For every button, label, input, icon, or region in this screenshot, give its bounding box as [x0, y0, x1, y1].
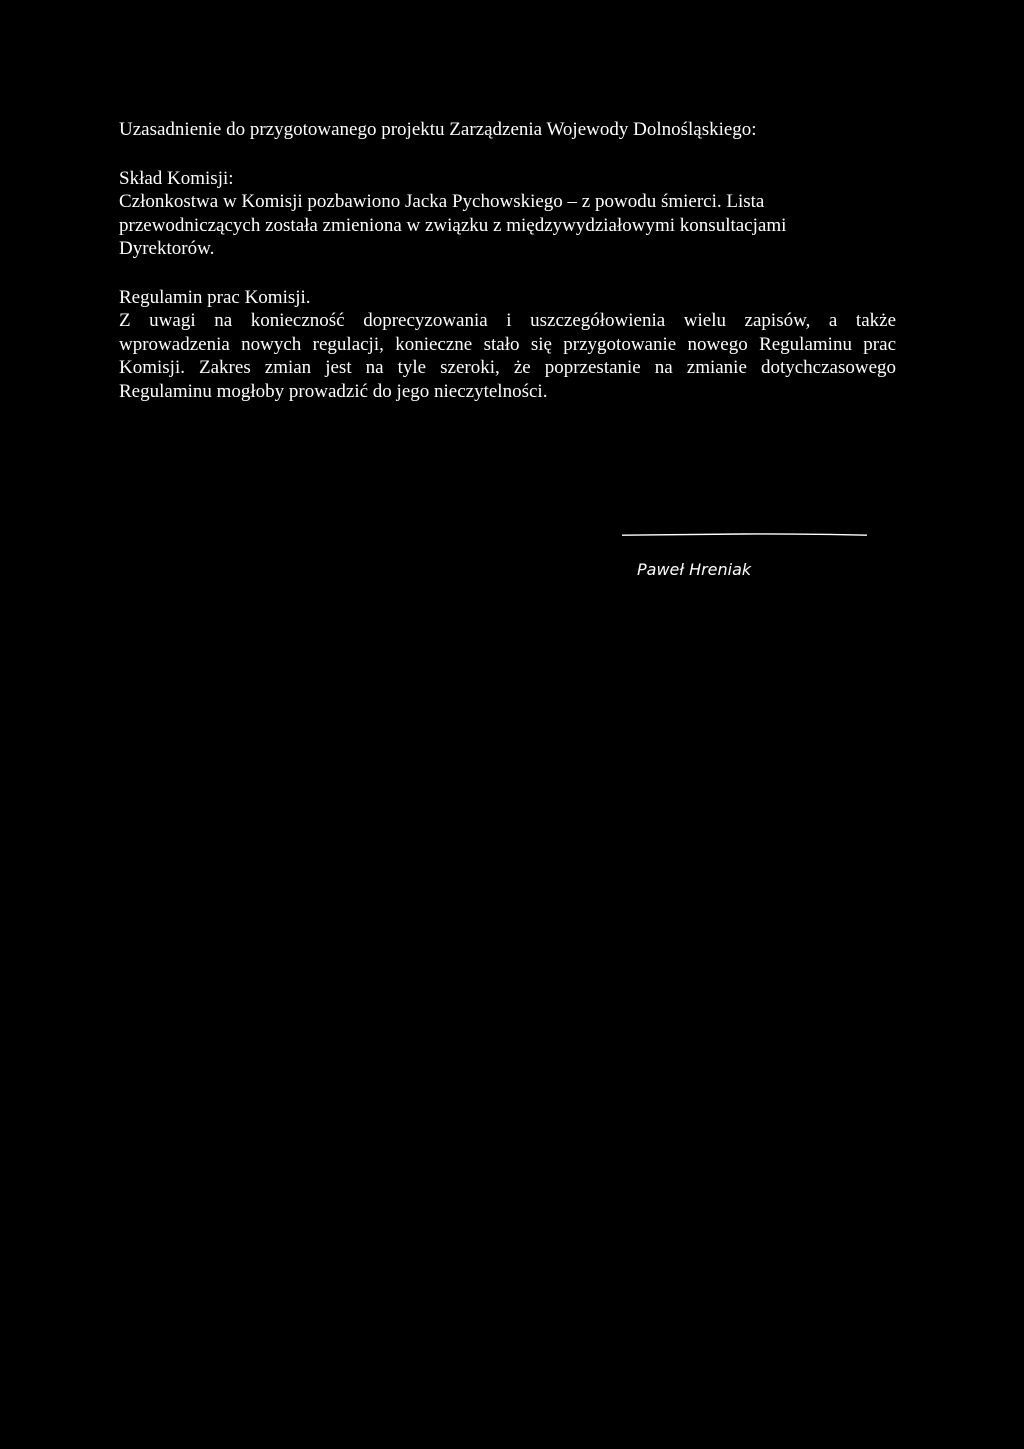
paragraph-line: wprowadzenia nowych regulacji, konieczne stało się przygotowanie nowego Regulaminu prac — [119, 333, 896, 355]
paragraph-line: przewodniczących została zmieniona w związku z międzywydziałowymi konsultacjami — [119, 214, 787, 236]
paragraph-line: Członkostwa w Komisji pozbawiono Jacka Pychowskiego – z powodu śmierci. Lista — [119, 191, 765, 212]
section-regulations — [119, 286, 896, 404]
section-composition — [119, 167, 896, 261]
signature-block — [617, 527, 867, 597]
paragraph-line: Dyrektorów. — [119, 238, 215, 259]
paragraph-composition — [119, 190, 896, 261]
signature-name: Paweł Hreniak — [637, 560, 752, 579]
paragraph-line: Regulaminu mogłoby prowadzić do jego nieczytelności. — [119, 380, 548, 402]
section-title-composition: Skład Komisji: — [119, 167, 234, 189]
paragraph-line: Z uwagi na konieczność doprecyzowania i uszczegółowienia wielu zapisów, a także — [119, 310, 896, 331]
paragraph-regulations — [119, 309, 896, 403]
document-heading: Uzasadnienie do przygotowanego projektu Zarządzenia Wojewody Dolnośląskiego: — [119, 119, 757, 140]
document-body — [119, 118, 896, 428]
signature-line — [622, 533, 867, 536]
section-title-regulations: Regulamin prac Komisji. — [119, 286, 311, 308]
paragraph-line: Komisji. Zakres zmian jest na tyle szeroki, że poprzestanie na zmianie dotychczasowego — [119, 357, 896, 378]
